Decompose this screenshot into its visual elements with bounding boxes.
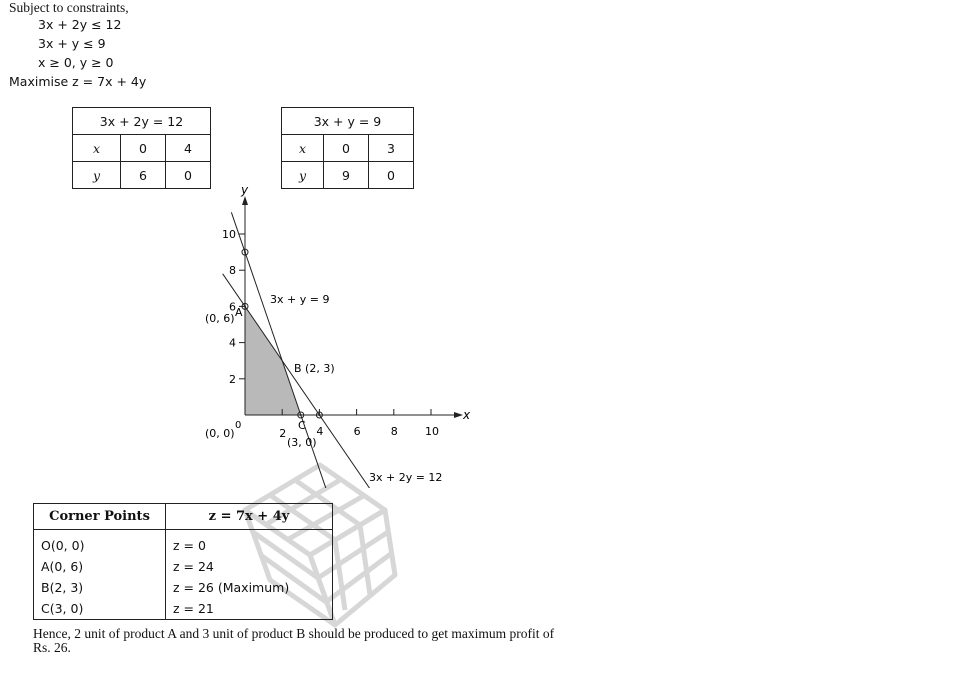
point-b-label: B (2, 3): [294, 362, 335, 375]
feasible-region-graph: [195, 183, 485, 488]
feasible-region: [245, 306, 301, 415]
intercept-dot: [244, 251, 246, 253]
corner-points-table: [33, 503, 333, 620]
table-1-y-label: y: [73, 162, 121, 189]
conclusion-line-2: Rs. 26.: [33, 640, 71, 655]
corner-point: C(3, 0): [34, 598, 166, 620]
point-c-coord: (3, 0): [287, 436, 317, 449]
table-2-x-label: x: [282, 135, 324, 162]
y-axis-label: y: [241, 183, 249, 197]
subject-line: Subject to constraints,: [9, 0, 129, 15]
constraint-2: 3x + y ≤ 9: [38, 36, 106, 51]
point-c-label: C: [298, 419, 306, 432]
table-2-y-value: 0: [369, 162, 414, 189]
z-value: z = 24: [166, 556, 333, 577]
point-a-label: A: [235, 306, 243, 319]
x-tick-label: 8: [390, 425, 398, 438]
y-tick-label: 4: [229, 336, 236, 350]
table-line-1: [72, 107, 211, 189]
x-tick-label: 4: [316, 425, 324, 438]
table-1-title: 3x + 2y = 12: [73, 108, 211, 135]
x-tick-label: 6: [353, 425, 361, 438]
point-o-coord: (0, 0): [205, 427, 235, 440]
corner-point: B(2, 3): [34, 577, 166, 598]
x-tick-label: 10: [425, 425, 439, 438]
corner-point: A(0, 6): [34, 556, 166, 577]
conclusion-line-1: Hence, 2 unit of product A and 3 unit of product B should be produced to get maximum profit of: [33, 626, 555, 641]
table-1-x-value: 0: [121, 135, 166, 162]
x-axis-label: x: [463, 408, 471, 422]
table-row: [34, 598, 333, 620]
y-tick-label: 8: [229, 264, 236, 278]
table-row: [34, 530, 333, 557]
x-axis-arrow-icon: [454, 412, 463, 418]
objective-function: Maximise z = 7x + 4y: [9, 74, 147, 89]
corner-points-header: Corner Points: [34, 504, 166, 530]
table-1-x-value: 4: [166, 135, 211, 162]
z-value-header: z = 7x + 4y: [166, 504, 333, 530]
z-value: z = 26 (Maximum): [166, 577, 333, 598]
intercept-dot: [244, 305, 246, 307]
table-row: [34, 556, 333, 577]
table-2-y-label: y: [282, 162, 324, 189]
z-value: z = 21: [166, 598, 333, 620]
line-2-label: 3x + 2y = 12: [369, 471, 443, 484]
table-1-y-value: 0: [166, 162, 211, 189]
table-2-x-value: 3: [369, 135, 414, 162]
x-tick-label: 2: [279, 427, 287, 440]
intercept-dot: [318, 414, 320, 416]
constraint-3: x ≥ 0, y ≥ 0: [38, 55, 114, 70]
y-tick-label: 6: [229, 300, 236, 314]
corner-point: O(0, 0): [34, 530, 166, 557]
line-1-label: 3x + y = 9: [270, 293, 330, 306]
table-1-x-label: x: [73, 135, 121, 162]
y-tick-label: 10: [222, 228, 236, 241]
table-row: [34, 577, 333, 598]
table-line-2: [281, 107, 414, 189]
y-tick-label: 2: [229, 372, 236, 386]
table-1-y-value: 6: [121, 162, 166, 189]
y-axis-arrow-icon: [242, 196, 248, 205]
intercept-dot: [300, 414, 302, 416]
table-2-x-value: 0: [324, 135, 369, 162]
z-value: z = 0: [166, 530, 333, 557]
constraint-1: 3x + 2y ≤ 12: [38, 17, 122, 32]
table-2-y-value: 9: [324, 162, 369, 189]
point-a-coord: (0, 6): [205, 312, 235, 325]
origin-label: 0: [235, 420, 242, 431]
table-2-title: 3x + y = 9: [282, 108, 414, 135]
